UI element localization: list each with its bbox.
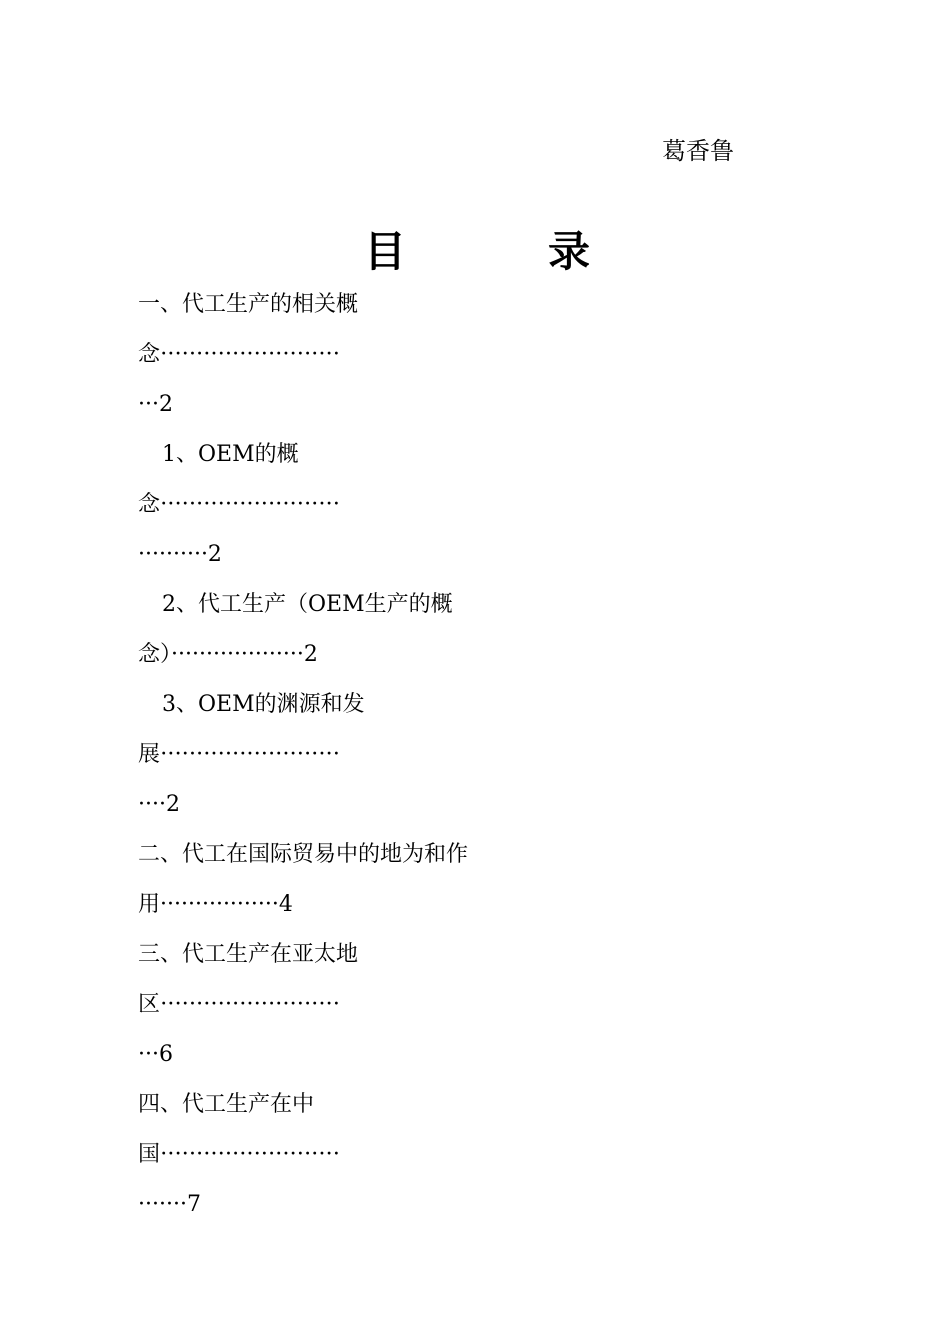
toc-line: 一、代工生产的相关概 [138, 292, 359, 317]
toc-line: 国························· [138, 1142, 341, 1167]
toc-line: 三、代工生产在亚太地 [138, 942, 359, 967]
toc-title-char-2: 录 [548, 227, 591, 276]
table-of-contents [138, 280, 818, 1230]
toc-line: 区························· [138, 992, 341, 1017]
author-name: 葛香鲁 [662, 137, 734, 165]
toc-line: 2、代工生产（OEM生产的概 [162, 592, 453, 617]
toc-line: ·······7 [138, 1192, 201, 1217]
toc-line: 念························· [138, 492, 341, 517]
toc-line: ···6 [138, 1042, 173, 1067]
toc-line: ···2 [138, 392, 173, 417]
toc-line: 四、代工生产在中 [138, 1092, 315, 1117]
toc-line: ····2 [138, 792, 180, 817]
toc-line: 3、OEM的渊源和发 [162, 692, 365, 717]
toc-title [0, 222, 950, 282]
toc-line: 念）···················2 [138, 642, 318, 667]
toc-line: 1、OEM的概 [162, 442, 299, 467]
toc-line: 用·················4 [138, 892, 293, 917]
toc-line: 念························· [138, 342, 341, 367]
toc-line: 展························· [138, 742, 341, 767]
toc-line: ··········2 [138, 542, 222, 567]
toc-line: 二、代工在国际贸易中的地为和作 [138, 842, 469, 867]
toc-title-char-1: 目 [364, 227, 407, 276]
